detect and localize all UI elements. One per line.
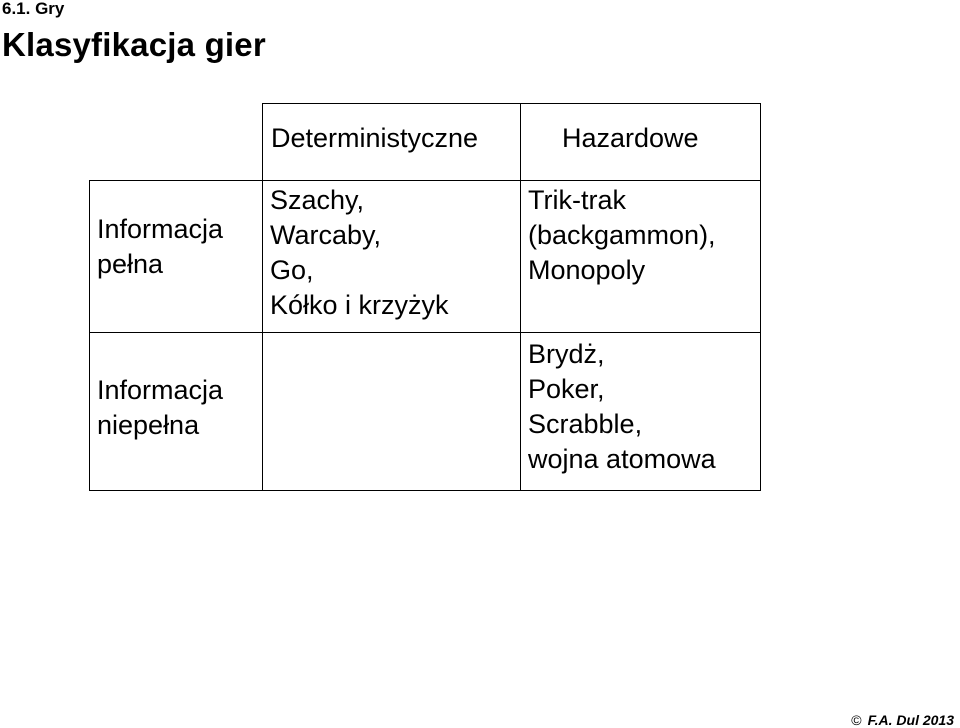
row-label-line: pełna [97,249,164,279]
game-item: Monopoly [528,255,646,285]
grid-line [89,332,761,333]
game-item: Go, [270,255,314,285]
grid-line [89,180,761,181]
grid-line [89,490,761,491]
game-item: Szachy, [270,185,365,215]
footer-copyright [851,712,954,728]
game-item: Scrabble, [528,409,643,439]
column-header-chance: Hazardowe [562,123,699,153]
page-title: Klasyfikacja gier [2,26,266,63]
column-header-deterministic: Deterministyczne [271,123,479,153]
game-item: wojna atomowa [528,444,716,474]
footer-author: F.A. Dul 2013 [867,712,954,728]
cell-incomplete-chance [528,337,716,477]
game-item: Warcaby, [270,220,382,250]
grid-line [262,103,761,104]
copyright-icon: © [851,712,862,728]
grid-line [520,103,521,491]
game-item: Brydż, [528,339,605,369]
grid-line [262,103,263,491]
row-label-line: niepełna [97,410,200,440]
row-label-incomplete-information [97,373,223,443]
grid-line [89,180,90,491]
game-item: Trik-trak [528,185,626,215]
game-item: Kółko i krzyżyk [270,290,449,320]
game-item: Poker, [528,374,605,404]
row-label-full-information [97,212,223,282]
grid-line [760,103,761,491]
row-label-line: Informacja [97,214,224,244]
game-item: (backgammon), [528,220,716,250]
cell-full-deterministic [270,183,449,323]
row-label-line: Informacja [97,375,224,405]
section-label: 6.1. Gry [2,0,65,18]
cell-full-chance [528,183,716,288]
